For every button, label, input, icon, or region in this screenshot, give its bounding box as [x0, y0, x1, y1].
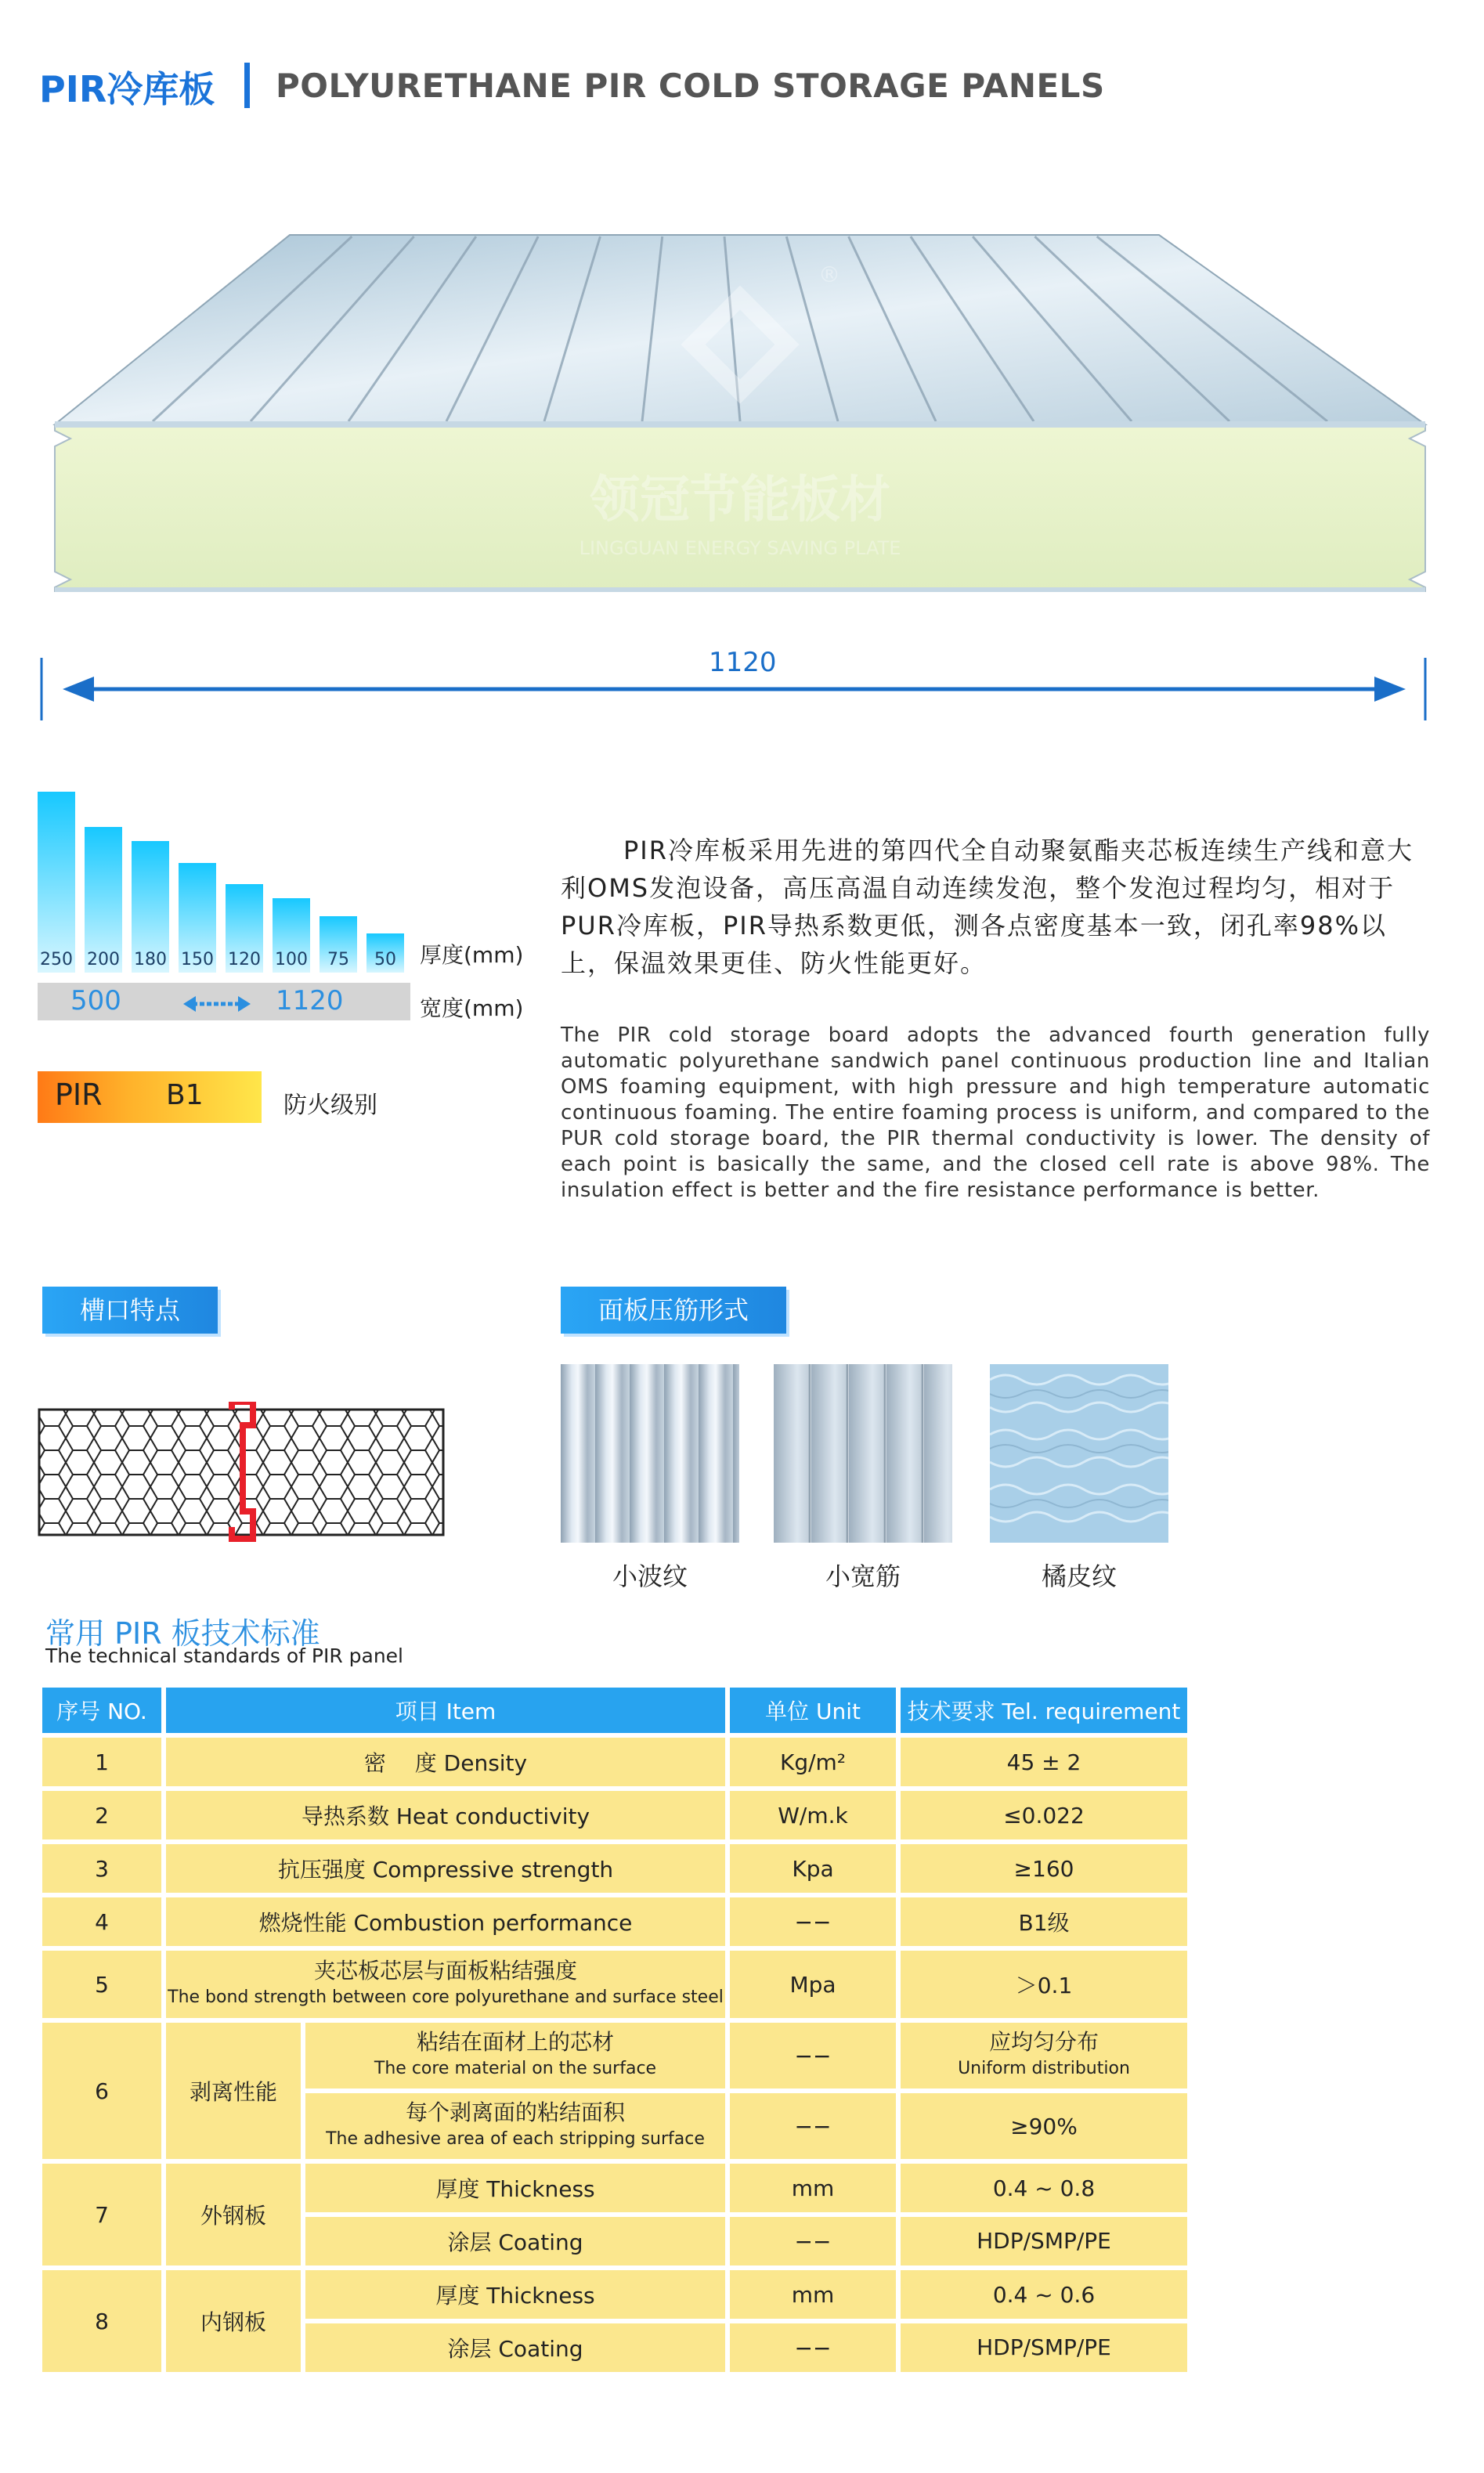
- fire-rating: B1: [166, 1079, 204, 1111]
- cell-req: 45 ± 2: [901, 1738, 1187, 1786]
- thickness-value: 200: [87, 950, 120, 969]
- cell-group: 剥离性能: [166, 2023, 301, 2159]
- col-header-item: 项目 Item: [166, 1688, 725, 1733]
- thickness-value: 75: [327, 950, 349, 969]
- section-tag-groove: 槽口特点: [42, 1287, 218, 1334]
- rib-label-orange-peel: 橘皮纹: [1041, 1561, 1117, 1591]
- cell-no: 7: [42, 2164, 161, 2265]
- rib-swatch-small-wave: [561, 1364, 739, 1543]
- cell-unit: Mpa: [730, 1951, 896, 2018]
- fire-rating-label: 防火级别: [283, 1092, 377, 1119]
- cell-item-en: The core material on the surface: [374, 2059, 657, 2078]
- cell-item: 厚度 Thickness: [305, 2270, 725, 2319]
- svg-text:LINGGUAN ENERGY SAVING PLATE: LINGGUAN ENERGY SAVING PLATE: [579, 537, 901, 559]
- cell-req: [901, 2023, 1187, 2089]
- table-row: [42, 1844, 1187, 1893]
- cell-unit: Kg/m²: [730, 1738, 896, 1786]
- width-label: 宽度(mm): [420, 995, 524, 1021]
- cell-unit: −−: [730, 2217, 896, 2265]
- rib-label-small-wide: 小宽筋: [825, 1561, 901, 1591]
- rib-swatch-small-wide: [774, 1364, 952, 1543]
- cell-no: 2: [42, 1791, 161, 1839]
- table-row: [42, 1897, 1187, 1946]
- cell-item-cn: 粘结在面材上的芯材: [416, 2029, 614, 2055]
- cell-item: [305, 2093, 725, 2159]
- thickness-bar: [38, 792, 75, 973]
- thickness-value: 250: [40, 950, 73, 969]
- cell-item: 密 度 Density: [166, 1738, 725, 1786]
- cell-item: 导热系数 Heat conductivity: [166, 1791, 725, 1839]
- description-en: The PIR cold storage board adopts the advanced fourth generation fully automatic polyurethane sandwich panel continuous production line and Italian OMS foaming equipment, with high pressure and high temperature automatic continuous foaming. The entire foaming process is uniform, and compared to the PUR cold storage board, the PIR thermal conductivity is lower. The density of each point is basically the same, and the closed cell rate is above 98%. The insulation effect is better and the fire resistance performance is better.: [561, 1023, 1430, 1202]
- cell-req: B1级: [901, 1897, 1187, 1946]
- table-row: [42, 1951, 1187, 2018]
- page-title-cn: PIR冷库板: [39, 68, 215, 110]
- groove-diagram: [38, 1402, 453, 1551]
- thickness-value: 180: [134, 950, 167, 969]
- cell-req: ≤0.022: [901, 1791, 1187, 1839]
- width-dimension-value: 1120: [709, 647, 777, 678]
- cell-unit: −−: [730, 2323, 896, 2372]
- cell-item: [305, 2023, 725, 2089]
- width-min: 500: [70, 985, 121, 1016]
- cell-unit: mm: [730, 2164, 896, 2212]
- cell-req: 0.4 ~ 0.8: [901, 2164, 1187, 2212]
- col-header-req: 技术要求 Tel. requirement: [901, 1688, 1187, 1733]
- cell-req: HDP/SMP/PE: [901, 2323, 1187, 2372]
- cell-no: 8: [42, 2270, 161, 2372]
- table-title-en: The technical standards of PIR panel: [45, 1644, 403, 1667]
- table-row: [42, 2270, 1187, 2319]
- panel-illustration: [31, 219, 1433, 603]
- svg-text:领冠节能板材: 领冠节能板材: [590, 471, 890, 529]
- rib-swatch-orange-peel: [990, 1364, 1168, 1543]
- width-max: 1120: [276, 985, 344, 1016]
- cell-item: 燃烧性能 Combustion performance: [166, 1897, 725, 1946]
- cell-item-en: The adhesive area of each stripping surface: [326, 2129, 705, 2149]
- cell-item: 涂层 Coating: [305, 2323, 725, 2372]
- col-header-unit: 单位 Unit: [730, 1688, 896, 1733]
- cell-no: 4: [42, 1897, 161, 1946]
- cell-item-cn: 每个剥离面的粘结面积: [405, 2099, 625, 2125]
- thickness-value: 50: [374, 950, 396, 969]
- thickness-bars: [38, 791, 413, 973]
- rib-label-small-wave: 小波纹: [612, 1561, 688, 1591]
- table-row: [42, 2023, 1187, 2089]
- cell-item: 涂层 Coating: [305, 2217, 725, 2265]
- description-cn: PIR冷库板采用先进的第四代全自动聚氨酯夹芯板连续生产线和意大利OMS发泡设备，高压高温自动连续发泡，整个发泡过程均匀，相对于PUR冷库板，PIR导热系数更低，测各点密度基本一致，闭孔率98%以上，保温效果更佳、防火性能更好。: [561, 836, 1414, 978]
- cell-unit: −−: [730, 2093, 896, 2159]
- cell-req-en: Uniform distribution: [958, 2059, 1130, 2078]
- cell-group: 内钢板: [166, 2270, 301, 2372]
- cell-req: HDP/SMP/PE: [901, 2217, 1187, 2265]
- thickness-value: 150: [181, 950, 214, 969]
- cell-unit: mm: [730, 2270, 896, 2319]
- cell-unit: W/m.k: [730, 1791, 896, 1839]
- page-title-en: POLYURETHANE PIR COLD STORAGE PANELS: [276, 67, 1105, 105]
- cell-no: 3: [42, 1844, 161, 1893]
- cell-unit: Kpa: [730, 1844, 896, 1893]
- section-tag-rib: 面板压筋形式: [561, 1287, 786, 1334]
- title-divider: [244, 63, 250, 108]
- cell-no: 1: [42, 1738, 161, 1786]
- spec-table: [38, 1683, 1192, 2377]
- fire-material: PIR: [55, 1078, 103, 1112]
- table-row: [42, 1791, 1187, 1839]
- table-row: [42, 1738, 1187, 1786]
- cell-unit: −−: [730, 2023, 896, 2089]
- cell-unit: −−: [730, 1897, 896, 1946]
- table-title-cn: 常用 PIR 板技术标准: [45, 1616, 320, 1651]
- cell-req: ≥90%: [901, 2093, 1187, 2159]
- table-row: [42, 2164, 1187, 2212]
- double-arrow-icon: [182, 988, 252, 1020]
- cell-no: 5: [42, 1951, 161, 2018]
- cell-item: 抗压强度 Compressive strength: [166, 1844, 725, 1893]
- cell-req-cn: 应均匀分布: [988, 2029, 1099, 2055]
- cell-group: 外钢板: [166, 2164, 301, 2265]
- cell-req: ＞0.1: [901, 1951, 1187, 2018]
- thickness-value: 100: [275, 950, 308, 969]
- thickness-label: 厚度(mm): [420, 942, 524, 968]
- thickness-value: 120: [228, 950, 261, 969]
- table-header-row: [42, 1688, 1187, 1733]
- cell-item-cn: 夹芯板芯层与面板粘结强度: [313, 1958, 577, 1984]
- cell-item: [166, 1951, 725, 2018]
- cell-req: 0.4 ~ 0.6: [901, 2270, 1187, 2319]
- cell-no: 6: [42, 2023, 161, 2159]
- cell-item: 厚度 Thickness: [305, 2164, 725, 2212]
- cell-item-en: The bond strength between core polyurethane and surface steel: [168, 1987, 724, 2007]
- cell-req: ≥160: [901, 1844, 1187, 1893]
- col-header-no: 序号 NO.: [42, 1688, 161, 1733]
- svg-text:®: ®: [818, 262, 840, 287]
